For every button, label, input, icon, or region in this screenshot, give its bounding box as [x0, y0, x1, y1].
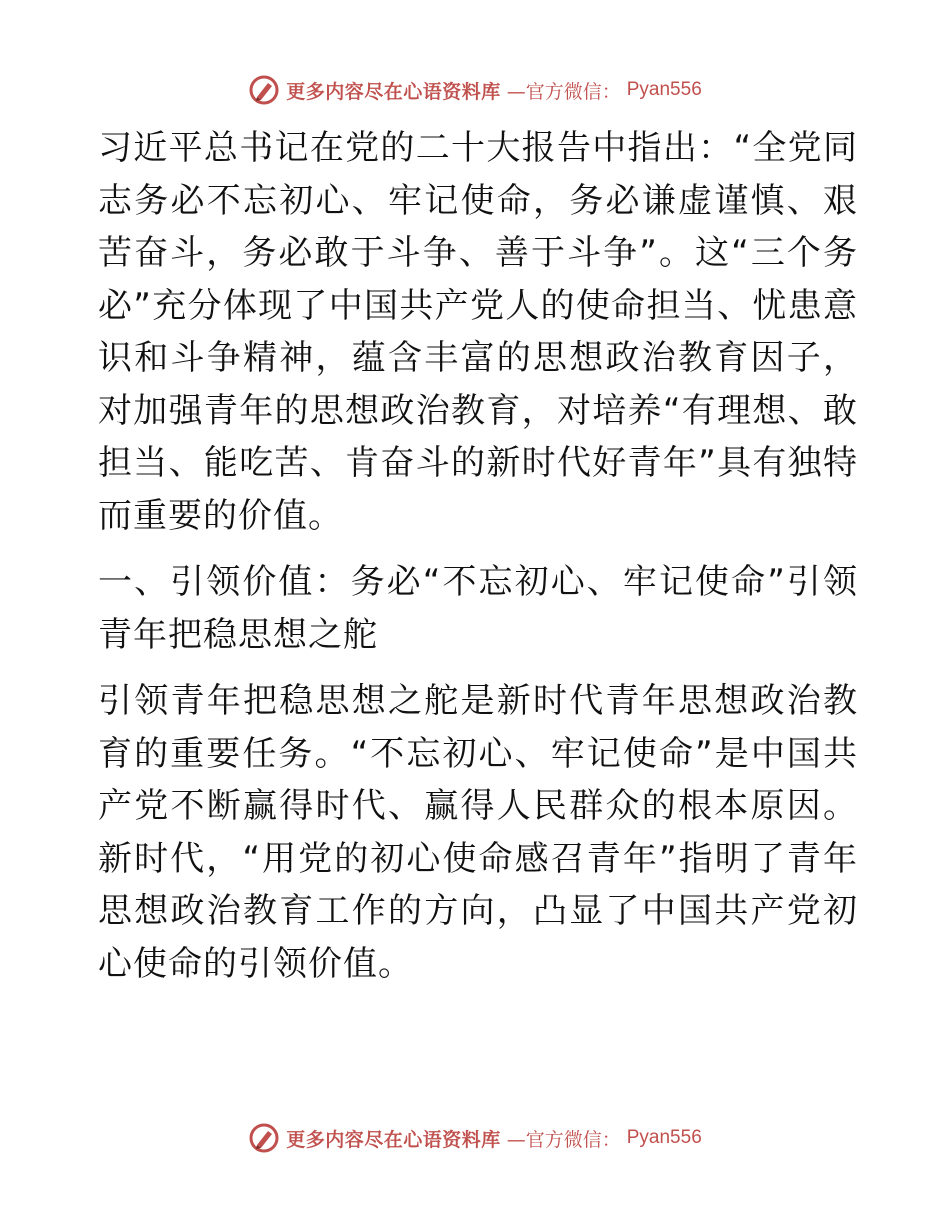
pen-seal-icon	[248, 74, 280, 106]
document-body	[98, 122, 858, 990]
watermark-separator: —官方微信：	[506, 1128, 621, 1151]
header-watermark	[0, 70, 950, 110]
watermark-wechat-id: Pyan556	[626, 79, 702, 100]
footer-watermark	[0, 1118, 950, 1158]
section-heading-1: 一、引领价值：务必“不忘初心、牢记使命”引领青年把稳思想之舵	[98, 562, 858, 655]
paragraph-section-1: 引领青年把稳思想之舵是新时代青年思想政治教育的重要任务。“不忘初心、牢记使命”是中国共产党不断赢得时代、赢得人民群众的根本原因。新时代，“用党的初心使命感召青年”指明了青年思想政治教育工作的方向，凸显了中国共产党初心使命的引领价值。	[98, 681, 858, 984]
paragraph-intro: 习近平总书记在党的二十大报告中指出：“全党同志务必不忘初心、牢记使命，务必谦虚谨慎、艰苦奋斗，务必敢于斗争、善于斗争”。这“三个务必”充分体现了中国共产党人的使命担当、忧患意识和斗争精神，蕴含丰富的思想政治教育因子，对加强青年的思想政治教育，对培养“有理想、敢担当、能吃苦、肯奋斗的新时代好青年”具有独特而重要的价值。	[98, 128, 858, 536]
watermark-separator: —官方微信：	[506, 80, 621, 103]
watermark-text: 更多内容尽在心语资料库	[286, 1128, 501, 1151]
pen-seal-icon	[248, 1122, 280, 1154]
watermark-wechat-id: Pyan556	[626, 1127, 702, 1148]
watermark-text: 更多内容尽在心语资料库	[286, 80, 501, 103]
